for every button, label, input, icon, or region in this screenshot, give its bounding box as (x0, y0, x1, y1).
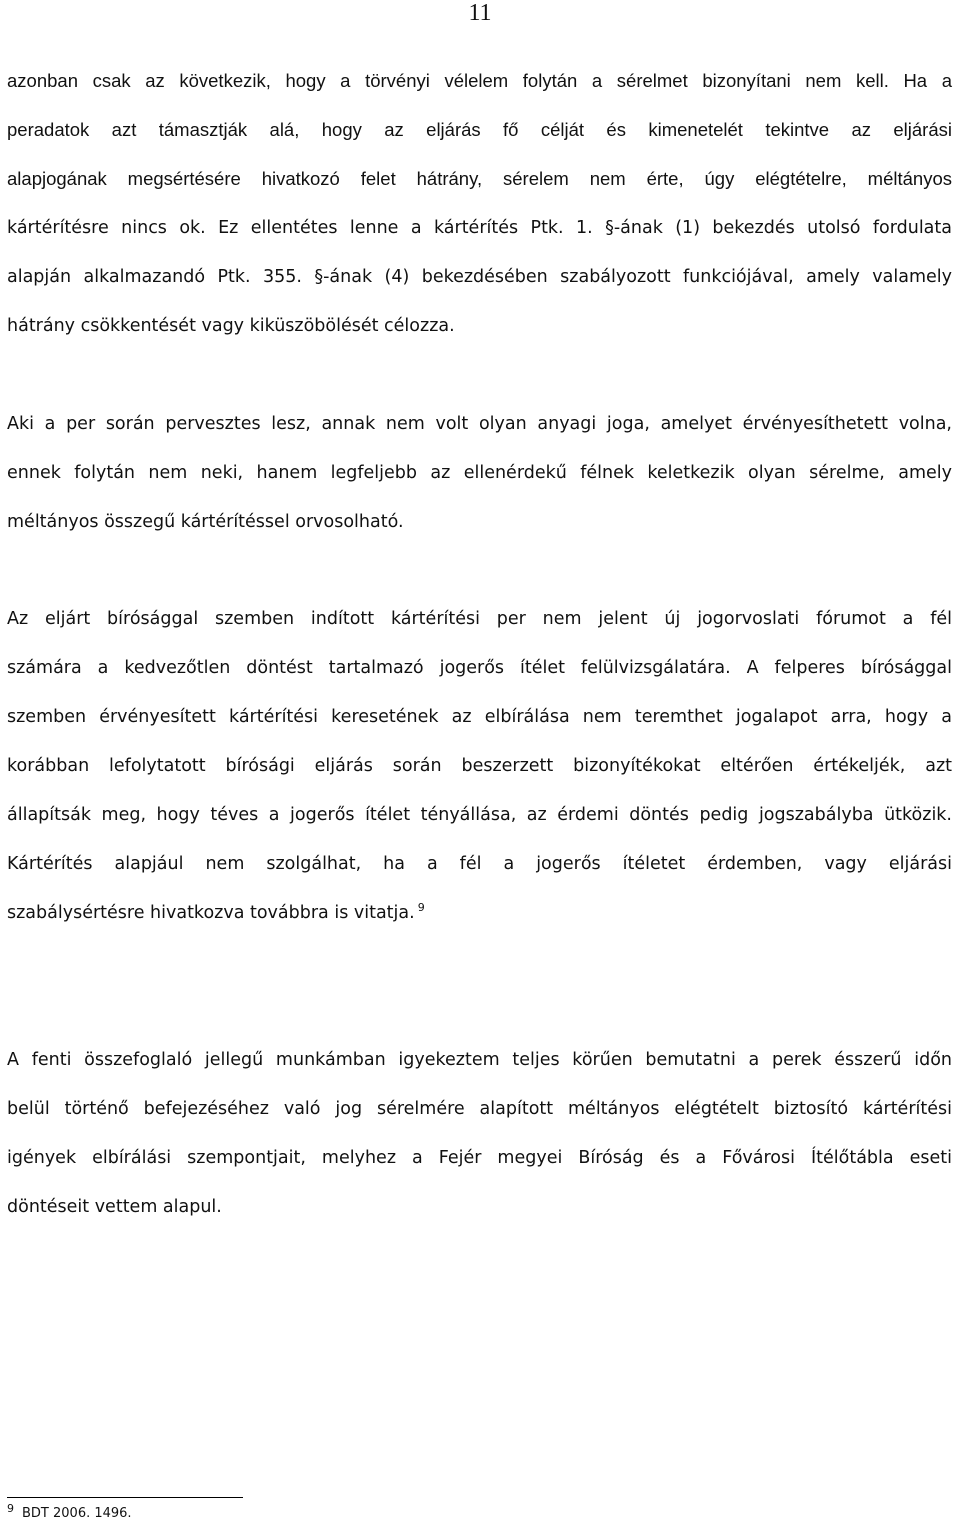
paragraph-1-line-5: alapján alkalmazandó Ptk. 355. §-ának (4) bekezdésében szabályozott funkciójával, amely valamely (7, 267, 952, 287)
page-number: 11 (468, 0, 492, 26)
paragraph-1-line-4: kártérítésre nincs ok. Ez ellentétes lenne a kártérítés Ptk. 1. §-ának (1) bekezdés utolsó fordulata (7, 218, 952, 238)
footnote (7, 1501, 132, 1523)
footnote-text: BDT 2006. 1496. (22, 1506, 132, 1521)
paragraph-2-line-2: ennek folytán nem neki, hanem legfeljebb az ellenérdekű félnek keletkezik olyan sérelme, amely (7, 463, 952, 483)
paragraph-4-line-4: döntéseit vettem alapul. (7, 1197, 222, 1217)
paragraph-3-line-2: számára a kedvezőtlen döntést tartalmazó jogerős ítélet felülvizsgálatára. A felperes bírósággal (7, 658, 952, 678)
paragraph-1-line-1: azonban csak az következik, hogy a törvényi vélelem folytán a sérelmet bizonyítani nem kell. Ha a (7, 70, 952, 91)
paragraph-4-line-2: belül történő befejezéséhez való jog sérelmére alapított méltányos elégtételt biztosító kártérítési (7, 1099, 952, 1119)
paragraph-3-line-7 (7, 902, 952, 924)
footnote-reference[interactable]: 9 (417, 901, 425, 915)
paragraph-2-line-1: Aki a per során pervesztes lesz, annak nem volt olyan anyagi joga, amelyet érvényesíthetett volna, (7, 414, 952, 434)
paragraph-4-line-3: igények elbírálási szempontjait, melyhez a Fejér megyei Bíróság és a Fővárosi Ítélőtábla eseti (7, 1148, 952, 1168)
footnote-number: 9 (7, 1501, 14, 1515)
paragraph-4-line-1: A fenti összefoglaló jellegű munkámban igyekeztem teljes körűen bemutatni a perek ésszerű időn (7, 1050, 952, 1070)
paragraph-1-line-2: peradatok azt támasztják alá, hogy az eljárás fő célját és kimenetelét tekintve az eljárási (7, 119, 952, 140)
paragraph-3-line-1: Az eljárt bírósággal szemben indított kártérítési per nem jelent új jogorvoslati fórumot a fél (7, 609, 952, 629)
paragraph-2-line-3: méltányos összegű kártérítéssel orvosolható. (7, 512, 404, 532)
paragraph-3-line-4: korábban lefolytatott bírósági eljárás során beszerzett bizonyítékokat eltérően értékeljék, azt (7, 756, 952, 776)
paragraph-1-line-6: hátrány csökkentését vagy kiküszöbölését célozza. (7, 316, 455, 336)
paragraph-3-line-6: Kártérítés alapjául nem szolgálhat, ha a fél a jogerős ítéletet érdemben, vagy eljárási (7, 854, 952, 874)
paragraph-3-line-3: szemben érvényesített kártérítési keresetének az elbírálása nem teremthet jogalapot arra, hogy a (7, 707, 952, 727)
paragraph-3-line-7-text: szabálysértésre hivatkozva továbbra is vitatja. (7, 903, 415, 923)
paragraph-3-line-5: állapítsák meg, hogy téves a jogerős ítélet tényállása, az érdemi döntés pedig jogszabályba ütközik. (7, 805, 952, 825)
paragraph-1-line-3: alapjogának megsértésére hivatkozó felet hátrány, sérelem nem érte, úgy elégtételre, méltányos (7, 168, 952, 189)
footnote-separator (7, 1497, 243, 1498)
